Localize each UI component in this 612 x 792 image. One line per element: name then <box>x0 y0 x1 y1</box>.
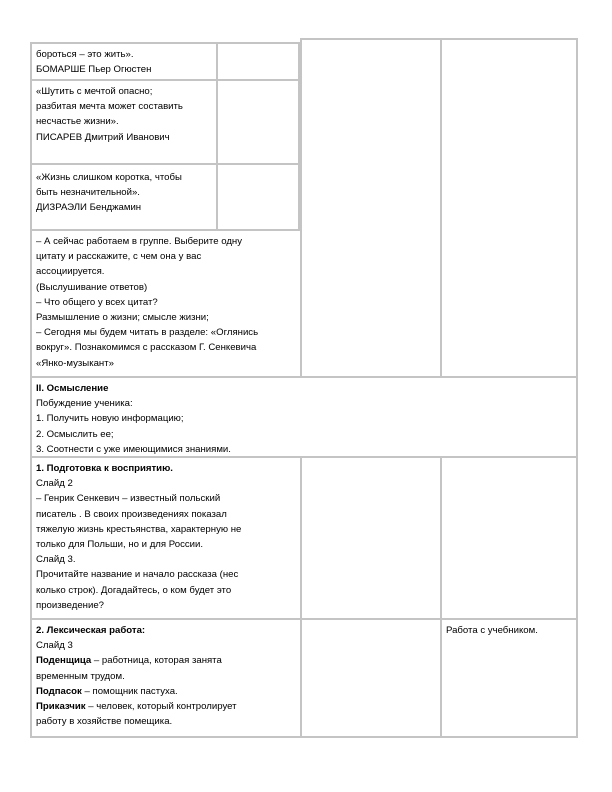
text-line: Слайд 2 <box>36 478 73 490</box>
preparation-col-3 <box>300 456 442 620</box>
preparation-col-4 <box>440 456 578 620</box>
quote-line: быть незначительной». <box>36 187 140 199</box>
quote-line: несчастье жизни». <box>36 116 119 128</box>
term: Приказчик <box>36 701 86 713</box>
preparation-cell <box>30 456 302 620</box>
text-line: 1. Получить новую информацию; <box>36 413 184 425</box>
text-line: – Что общего у всех цитат? <box>36 296 158 308</box>
text-line: – Сегодня мы будем читать в разделе: «Оглянись <box>36 327 259 339</box>
text-line: 2. Осмыслить ее; <box>36 428 114 440</box>
text-line: ассоциируется. <box>36 266 105 278</box>
column-4-cell-top <box>440 38 578 378</box>
quote-author: ДИЗРАЭЛИ Бенджамин <box>36 202 142 214</box>
quote-author: ПИСАРЕВ Дмитрий Иванович <box>36 131 170 143</box>
lexical-col-4 <box>440 618 578 738</box>
term-line <box>36 684 296 699</box>
quote-line: «Шутить с мечтой опасно; <box>36 86 153 97</box>
quote-line: бороться – это жить». <box>36 49 134 60</box>
term: Подпасок <box>36 685 82 697</box>
quote-line: разбитая мечта может составить <box>36 101 183 113</box>
term-line <box>36 699 296 714</box>
text-line: только для Польши, но и для России. <box>36 539 204 551</box>
text-line: – Генрик Сенкевич – известный польский <box>36 493 221 505</box>
lexical-col-3 <box>300 618 442 738</box>
text-line: 3. Соотнести с уже имеющимися знаниями. <box>36 443 231 455</box>
section-heading: 2. Лексическая работа: <box>36 625 146 636</box>
term-continuation: временным трудом. <box>36 670 125 682</box>
text-line: Прочитайте название и начало рассказа (нес <box>36 569 239 581</box>
text-line: Размышление о жизни; смысле жизни; <box>36 312 209 324</box>
text-line: колько строк). Догадайтесь, о ком будет это <box>36 584 232 596</box>
text-line: – А сейчас работаем в группе. Выберите одну <box>36 236 243 247</box>
term-line <box>36 653 296 668</box>
text-line: Слайд 3. <box>36 554 76 566</box>
term: Поденщица <box>36 655 92 667</box>
group-work-cell <box>30 229 302 378</box>
section-heading: II. Осмысление <box>36 383 109 394</box>
text-line: Слайд 3 <box>36 640 73 652</box>
quote-side-cell-1 <box>216 42 300 81</box>
quote-side-cell-2 <box>216 79 300 165</box>
lexical-cell <box>30 618 302 738</box>
quote-cell-2 <box>30 79 218 165</box>
term-definition: – помощник пастуха. <box>81 685 178 697</box>
activity-note: Работа с учебником. <box>446 625 538 636</box>
term-definition: – человек, который контролирует <box>85 701 237 713</box>
text-line: вокруг». Познакомимся с рассказом Г. Сенкевича <box>36 342 257 354</box>
quote-line: «Жизнь слишком коротка, чтобы <box>36 172 182 183</box>
text-line: тяжелую жизнь крестьянства, характерную не <box>36 523 242 535</box>
text-line: писатель . В своих произведениях показал <box>36 508 227 520</box>
text-line: (Выслушивание ответов) <box>36 281 148 293</box>
text-line: Побуждение ученика: <box>36 398 133 410</box>
section-heading: 1. Подготовка к восприятию. <box>36 463 173 474</box>
text-line: цитату и расскажите, с чем она у вас <box>36 251 202 263</box>
quote-author: БОМАРШЕ Пьер Огюстен <box>36 64 152 76</box>
quote-side-cell-3 <box>216 163 300 231</box>
term-definition: – работница, которая занята <box>91 655 222 667</box>
section-2-cell <box>30 376 578 458</box>
text-line: произведение? <box>36 599 104 611</box>
text-line: «Янко-музыкант» <box>36 357 114 369</box>
quote-cell-3 <box>30 163 218 231</box>
term-continuation: работу в хозяйстве помещика. <box>36 716 173 728</box>
quote-cell-1 <box>30 42 218 81</box>
column-3-cell-top <box>300 38 442 378</box>
